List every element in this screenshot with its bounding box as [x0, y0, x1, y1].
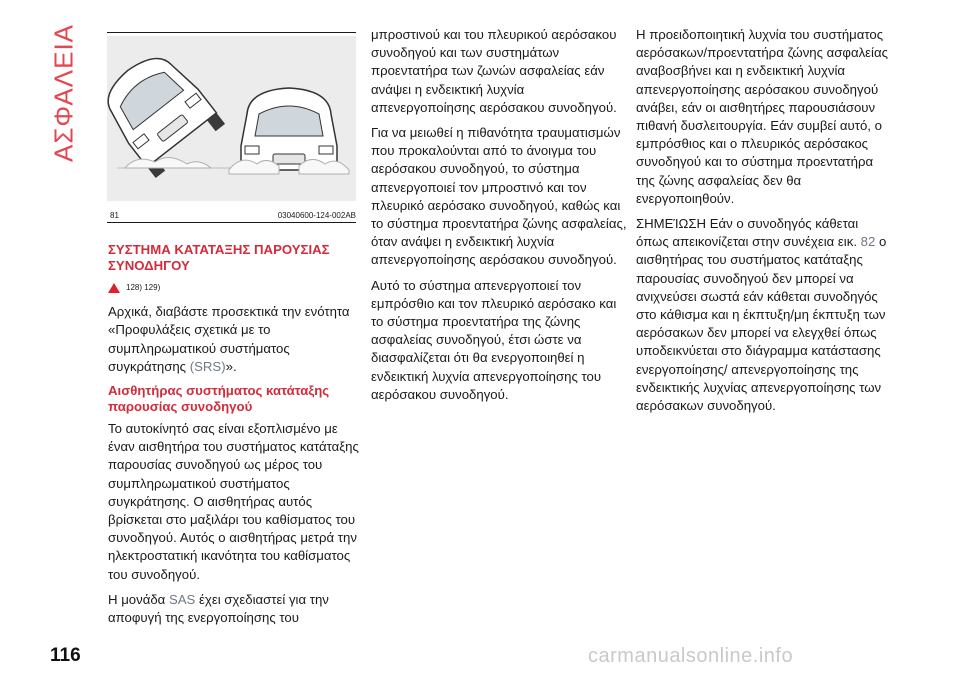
paragraph: Αυτό το σύστημα απενεργοποιεί τον εμπρόσθιο και τον πλευρικό αερόσακο και το σύστημα προεντατήρα της ζώνης ασφαλείας συνοδηγού, έτσι ώστε να διασφαλίζεται ότι θα ενεργοποιηθεί η ενδεικτική λυχνία απενεργοποίησης του αερόσακου συνοδηγού.: [371, 277, 617, 402]
note-paragraph: ΣΗΜΕΊΩΣΗ Εάν ο συνοδηγός κάθεται όπως απεικονίζεται στην συνέχεια εικ. 82 ο αισθητήρας του συστήματος κατάταξης παρουσίας συνοδηγού δεν μπορεί να ανιχνεύσει σωστά εάν κάθεται συνοδηγός στο κάθισμα και η έκπτυξη/μη έκπτυξη των αερόσακων δεν μπορεί να ελεγχθεί όπως υποδεικνύεται στο διάγραμμα κατάστασης ενεργοποίησης/ απενεργοποίησης της ενδεικτικής λυχνίας απενεργοποίησης των αερόσακων συνοδηγού.: [636, 216, 887, 414]
sas-reference: SAS: [168, 591, 196, 607]
sas-paragraph: Η μονάδα SAS έχει σχεδιαστεί για την αποφυγή της ενεργοποίησης του: [108, 591, 329, 626]
figure-number: 81: [110, 211, 119, 220]
sensor-paragraph: Το αυτοκίνητό σας είναι εξοπλισμένο με έναν αισθητήρα του συστήματος κατάταξης παρουσίας συνοδηγού ως μέρος του συμπληρωματικού συστήματος συγκράτησης. Ο αισθητήρας αυτός βρίσκεται στο μαξιλάρι του καθίσματος του συνοδηγού. Αυτός ο αισθητήρας μετρά την ηλεκτροστατική ικανότητα του καθίσματος του συνοδηγού.: [108, 421, 359, 582]
column-3: [636, 26, 892, 422]
warning-refs-text: 128) 129): [126, 283, 161, 292]
paragraph: Η προειδοποιητική λυχνία του συστήματος αερόσακων/προεντατήρα ζώνης ασφαλείας αναβοσβήνει και η ενδεικτική λυχνία απενεργοποίησης αερόσακου συνοδηγού ανάβει, εάν οι αισθητήρες παρουσιάσουν πιθανή δυσλειτουργία. Εάν συμβεί αυτό, ο εμπρόσθιος και ο πλευρικός αερόσακος συνοδηγού και το σύστημα προεντατήρα της ζώνης ασφαλείας δεν θα ενεργοποιηθούν.: [636, 27, 888, 206]
srs-reference: (SRS): [189, 358, 226, 374]
car-illustration: [107, 36, 356, 201]
figure-bottom-rule: [107, 222, 356, 223]
warning-references: [108, 279, 360, 297]
column-2: [371, 26, 627, 411]
watermark: carmanualsonline.info: [588, 645, 794, 667]
section-heading: ΣΥΣΤΗΜΑ ΚΑΤΑΤΑΞΗΣ ΠΑΡΟΥΣΙΑΣ ΣΥΝΟΔΗΓΟΥ: [108, 242, 330, 273]
subsection-heading: Αισθητήρας συστήματος κατάταξης παρουσίας συνοδηγού: [108, 383, 330, 414]
paragraph: μπροστινού και του πλευρικού αερόσακου συνοδηγού και των συστημάτων προεντατήρα των ζωνών ασφαλείας εάν ανάψει η ενδεικτική λυχνία απενεργοποίησης αερόσακου συνοδηγού.: [371, 27, 617, 115]
figure-reference: 82: [860, 234, 876, 250]
section-side-title: ΑΣΦΑΛΕΙΑ: [48, 23, 79, 163]
figure-code: 03040600-124-002AB: [277, 211, 356, 220]
column-1: [108, 242, 360, 634]
warning-triangle-icon: [108, 283, 120, 293]
figure-car-illustration: [107, 36, 356, 201]
paragraph: Για να μειωθεί η πιθανότητα τραυματισμών που προκαλούνται από το άνοιγμα του αερόσακου συνοδηγού, το σύστημα απενεργοποιεί τον μπροστινό και τον πλευρικό αερόσακο συνοδηγού, καθώς και το σύστημα προεντατήρα ζώνης ασφαλείας, όταν ανάψει η ενδεικτική λυχνία απενεργοποίησης αερόσακου συνοδηγού.: [371, 125, 627, 268]
figure-top-rule: [107, 32, 356, 33]
page-number: 116: [50, 645, 81, 666]
intro-paragraph: Αρχικά, διαβάστε προσεκτικά την ενότητα «Προφυλάξεις σχετικά με το συμπληρωματικού συστήματος συγκράτησης (SRS)».: [108, 304, 350, 374]
sunk-car: [241, 88, 337, 170]
